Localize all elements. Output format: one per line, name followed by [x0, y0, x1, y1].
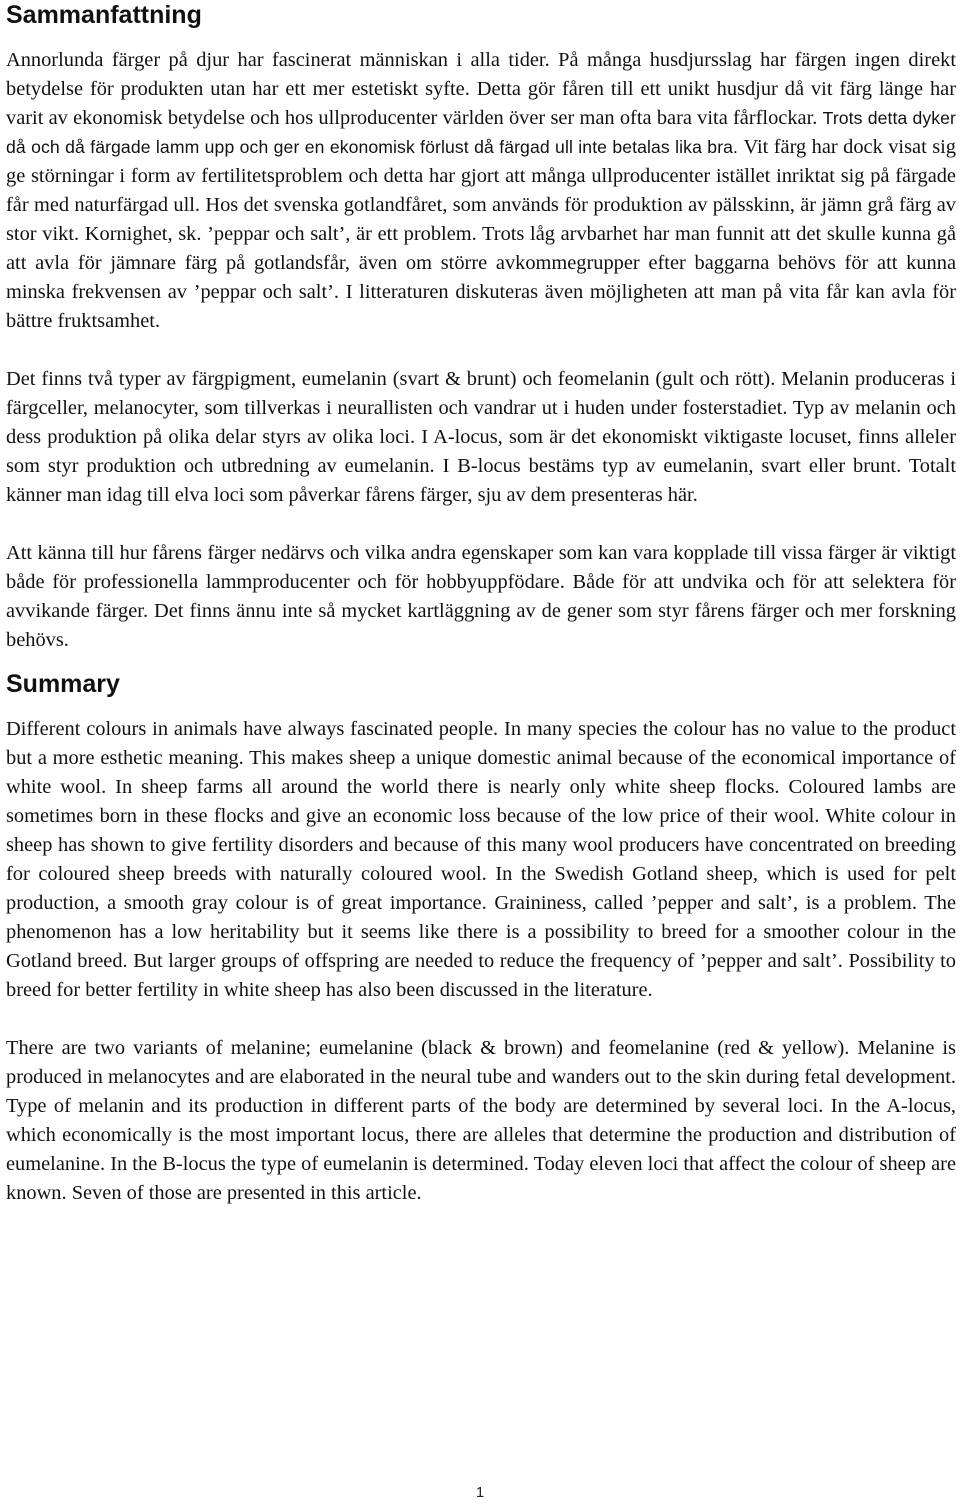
en-paragraph-1: Different colours in animals have always fascinated people. In many species the colour has no value to the product but a more esthetic meaning. This makes sheep a unique domestic animal because of the economical importance of white wool. In sheep farms all around the world there is nearly only white sheep flocks. Coloured lambs are sometimes born in these flocks and give an economic loss because of the low price of their wool. White colour in sheep has shown to give fertility disorders and because of this many wool producers have concentrated on breeding for coloured sheep breeds with naturally coloured wool. In the Swedish Gotland sheep, which is used for pelt production, a smooth gray colour is of great importance. Graininess, called ’pepper and salt’, is a problem. The phenomenon has a low heritability but it seems like there is a possibility to breed for a smoother colour in the Gotland breed. But larger groups of offspring are needed to reduce the frequency of ’pepper and salt’. Possibility to breed for better fertility in white sheep has also been discussed in the literature.	[6, 718, 956, 1001]
document-page	[6, 0, 956, 1208]
page-number: 1	[475, 1484, 485, 1501]
section-heading-english: Summary	[6, 670, 120, 698]
en-paragraph-2: There are two variants of melanine; eumelanine (black & brown) and feomelanine (red & yellow). Melanine is produced in melanocytes and are elaborated in the neural tube and wanders out to the skin during fetal development. Type of melanin and its production in different parts of the body are determined by several loci. In the A-locus, which economically is the most important locus, there are alleles that determine the production and distribution of eumelanine. In the B-locus the type of eumelanin is determined. Today eleven loci that affect the colour of sheep are known. Seven of those are presented in this article.	[6, 1037, 956, 1204]
section-heading-swedish: Sammanfattning	[6, 1, 202, 29]
sv-p1-sans-part: Trots detta dyker då och då färgade lamm upp och ger en ekonomisk förlust då färgad ull inte betalas lika bra.	[6, 108, 956, 157]
sv-paragraph-3: Att känna till hur fårens färger nedärvs och vilka andra egenskaper som kan vara kopplade till vissa färger är viktigt både för professionella lammproducenter och för hobbyuppfödare. Både för att undvika och för att selektera för avvikande färger. Det finns ännu inte så mycket kartläggning av de gener som styr fårens färger och mer forskning behövs.	[6, 542, 956, 651]
sv-paragraph-2: Det finns två typer av färgpigment, eumelanin (svart & brunt) och feomelanin (gult och rött). Melanin produceras i färgceller, melanocyter, som tillverkas i neurallisten och vandrar ut i huden under fosterstadiet. Typ av melanin och dess produktion på olika delar styrs av olika loci. I A-locus, som är det ekonomiskt viktigaste locuset, finns alleler som styr produktion och utbredning av eumelanin. I B-locus bestäms typ av eumelanin, svart eller brunt. Totalt känner man idag till elva loci som påverkar fårens färger, sju av dem presenteras här.	[6, 368, 956, 506]
sv-paragraph-1	[6, 46, 956, 336]
sv-p1-serif-part-2: Vit färg har dock visat sig ge störningar i form av fertilitetsproblem och detta har gjort att många ullproducenter istället inriktat sig på färgade får med naturfärgad ull. Hos det svenska gotlandfåret, som används för produktion av pälsskinn, är jämn grå färg av stor vikt. Kornighet, sk. ’peppar och salt’, är ett problem. Trots låg arvbarhet har man funnit att det skulle kunna gå att avla för jämnare färg på gotlandsfår, även om större avkommegrupper efter baggarna behövs för att kunna minska frekvensen av ’peppar och salt’. I litteraturen diskuteras även möjligheten att man på vita får kan avla för bättre fruktsamhet.	[6, 136, 956, 332]
sv-p1-serif-part: Annorlunda färger på djur har fascinerat människan i alla tider. På många husdjursslag har färgen ingen direkt betydelse för produkten utan har ett mer estetiskt syfte. Detta gör fåren till ett unikt husdjur då vit färg länge har varit av ekonomisk betydelse och hos ullproducenter världen över ser man ofta bara vita fårflockar.	[6, 49, 956, 129]
